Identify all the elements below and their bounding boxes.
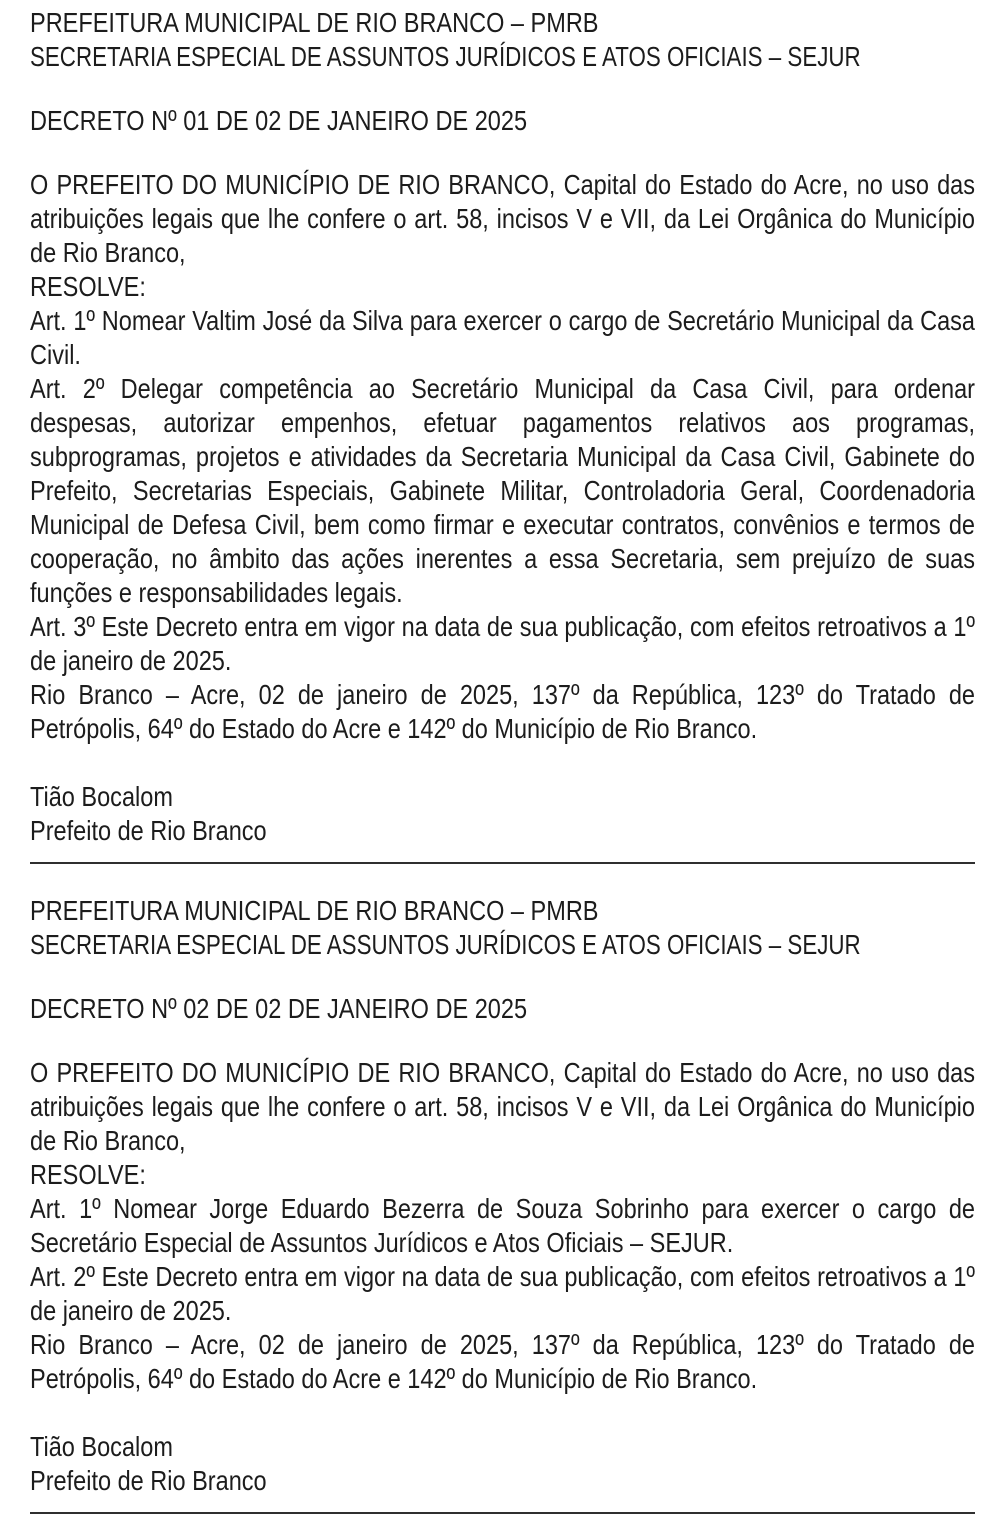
decree-1-title: DECRETO Nº 01 DE 02 DE JANEIRO DE 2025 [30, 105, 528, 136]
decree-1-article-1: Art. 1º Nomear Valtim José da Silva para exercer o cargo de Secretário Municipal da Casa Civil. [30, 305, 975, 370]
decree-2 [30, 894, 975, 1514]
decree-1-signature [30, 780, 975, 848]
decree-1-article-3: Art. 3º Este Decreto entra em vigor na data de sua publicação, com efeitos retroativos a 1º de janeiro de 2025. [30, 611, 975, 676]
decree-1-header-line-1: PREFEITURA MUNICIPAL DE RIO BRANCO – PMRB [30, 7, 599, 38]
decree-2-preamble: O PREFEITO DO MUNICÍPIO DE RIO BRANCO, Capital do Estado do Acre, no uso das atribuições legais que lhe confere o art. 58, incisos V e VII, da Lei Orgânica do Município de Rio Branco, [30, 1057, 975, 1156]
signature-role: Prefeito de Rio Branco [30, 1465, 267, 1496]
document-body [30, 0, 975, 1514]
decree-2-resolve: RESOLVE: [30, 1159, 146, 1190]
signature-name: Tião Bocalom [30, 1431, 173, 1462]
decree-2-header-line-2: SECRETARIA ESPECIAL DE ASSUNTOS JURÍDICOS E ATOS OFICIAIS – SEJUR [30, 929, 861, 960]
decree-1-preamble: O PREFEITO DO MUNICÍPIO DE RIO BRANCO, Capital do Estado do Acre, no uso das atribuições legais que lhe confere o art. 58, incisos V e VII, da Lei Orgânica do Município de Rio Branco, [30, 169, 975, 268]
decree-1-dateline: Rio Branco – Acre, 02 de janeiro de 2025, 137º da República, 123º do Tratado de Petrópolis, 64º do Estado do Acre e 142º do Município de Rio Branco. [30, 679, 975, 744]
decree-2-signature [30, 1430, 975, 1498]
signature-name: Tião Bocalom [30, 781, 173, 812]
section-divider [30, 862, 975, 864]
decree-2-header-line-1: PREFEITURA MUNICIPAL DE RIO BRANCO – PMRB [30, 895, 599, 926]
decree-1-article-2: Art. 2º Delegar competência ao Secretário Municipal da Casa Civil, para ordenar despesas, autorizar empenhos, efetuar pagamentos relativos aos programas, subprogramas, projetos e atividades da Secretaria Municipal da Casa Civil, Gabinete do Prefeito, Secretarias Especiais, Gabinete Militar, Controladoria Geral, Coordenadoria Municipal de Defesa Civil, bem como firmar e executar contratos, convênios e termos de cooperação, no âmbito das ações inerentes a essa Secretaria, sem prejuízo de suas funções e responsabilidades legais. [30, 373, 975, 608]
decree-1-header-line-2: SECRETARIA ESPECIAL DE ASSUNTOS JURÍDICOS E ATOS OFICIAIS – SEJUR [30, 41, 861, 72]
decree-2-text [30, 1056, 975, 1396]
decree-1-text [30, 168, 975, 746]
decree-1 [30, 6, 975, 864]
signature-role: Prefeito de Rio Branco [30, 815, 267, 846]
decree-2-dateline: Rio Branco – Acre, 02 de janeiro de 2025, 137º da República, 123º do Tratado de Petrópolis, 64º do Estado do Acre e 142º do Município de Rio Branco. [30, 1329, 975, 1394]
decree-1-resolve: RESOLVE: [30, 271, 146, 302]
decree-2-title: DECRETO Nº 02 DE 02 DE JANEIRO DE 2025 [30, 993, 528, 1024]
decree-2-article-2: Art. 2º Este Decreto entra em vigor na data de sua publicação, com efeitos retroativos a 1º de janeiro de 2025. [30, 1261, 975, 1326]
section-divider [30, 1512, 975, 1514]
decree-2-article-1: Art. 1º Nomear Jorge Eduardo Bezerra de Souza Sobrinho para exercer o cargo de Secretário Especial de Assuntos Jurídicos e Atos Oficiais – SEJUR. [30, 1193, 975, 1258]
